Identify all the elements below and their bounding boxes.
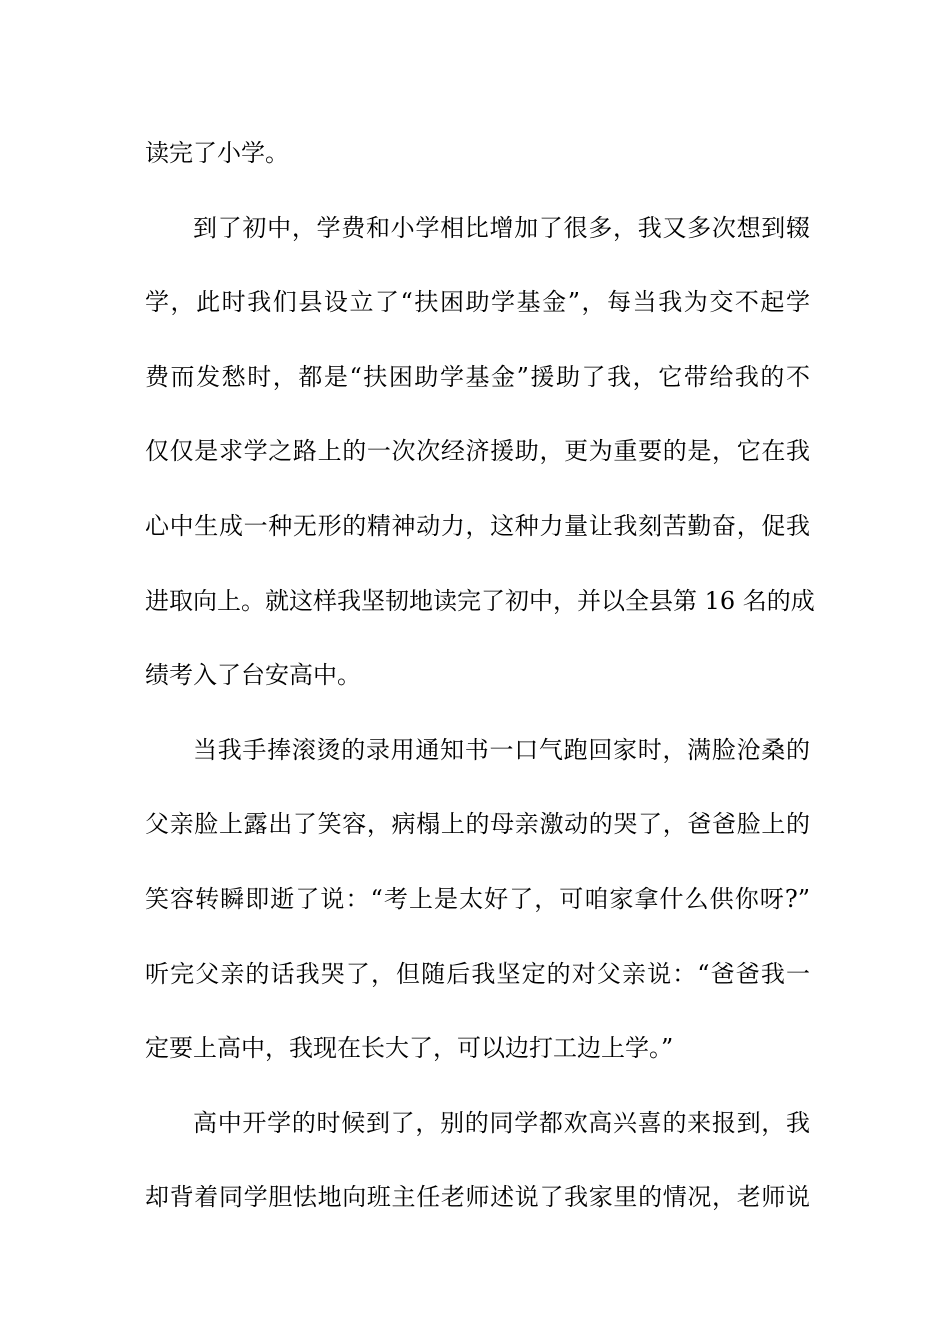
text-line: 进取向上。就这样我坚韧地读完了初中，并以全县第 16 名的成 bbox=[145, 586, 815, 615]
text-line: 心中生成一种无形的精神动力，这种力量让我刻苦勤奋，促我 bbox=[145, 511, 810, 540]
text-line: 笑容转瞬即逝了说：“考上是太好了，可咱家拿什么供你呀?” bbox=[145, 884, 810, 913]
body-text bbox=[145, 126, 815, 1245]
text-line: 绩考入了台安高中。 bbox=[145, 661, 361, 690]
text-line: 听完父亲的话我哭了，但随后我坚定的对父亲说：“爸爸我一 bbox=[145, 959, 810, 988]
text-line: 父亲脸上露出了笑容，病榻上的母亲激动的哭了，爸爸脸上的 bbox=[145, 810, 810, 839]
text-line: 到了初中，学费和小学相比增加了很多，我又多次想到辍 bbox=[193, 213, 810, 242]
text-line: 仅仅是求学之路上的一次次经济援助，更为重要的是，它在我 bbox=[145, 437, 810, 466]
text-line: 读完了小学。 bbox=[145, 139, 289, 167]
text-line: 定要上高中，我现在长大了，可以边打工边上学。” bbox=[145, 1034, 674, 1063]
text-line: 当我手捧滚烫的录用通知书一口气跑回家时，满脸沧桑的 bbox=[193, 735, 810, 764]
text-line: 费而发愁时，都是“扶困助学基金”援助了我，它带给我的不 bbox=[145, 362, 810, 391]
text-line: 高中开学的时候到了，别的同学都欢高兴喜的来报到，我 bbox=[193, 1108, 810, 1137]
text-line: 学，此时我们县设立了“扶困助学基金”，每当我为交不起学 bbox=[145, 288, 810, 317]
text-line: 却背着同学胆怯地向班主任老师述说了我家里的情况，老师说 bbox=[145, 1183, 810, 1212]
